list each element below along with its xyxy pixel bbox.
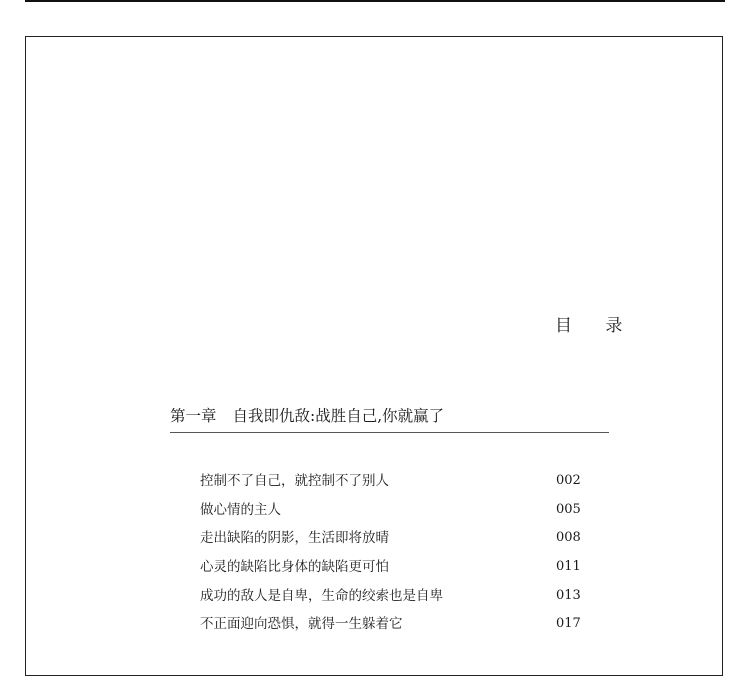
toc-entry[interactable] — [200, 527, 610, 556]
toc-entry[interactable] — [200, 585, 610, 614]
toc-entry[interactable] — [200, 499, 610, 528]
toc-entry-page: 017 — [556, 616, 581, 632]
toc-entry[interactable] — [200, 470, 610, 499]
chapter-heading — [170, 404, 609, 433]
toc-entry[interactable] — [200, 613, 610, 642]
chapter-title: 自我即仇敌:战胜自己,你就赢了 — [232, 407, 445, 425]
toc-entry-title: 控制不了自己，就控制不了别人 — [200, 473, 389, 489]
toc-entry-title: 成功的敌人是自卑，生命的绞索也是自卑 — [200, 587, 443, 604]
toc-entry-page: 002 — [556, 473, 581, 488]
top-rule — [25, 0, 725, 2]
toc-entry-page: 011 — [556, 559, 581, 575]
chapter-number: 第一章 — [170, 407, 217, 425]
toc-entry-title: 做心情的主人 — [200, 501, 281, 518]
toc-entry-page: 005 — [556, 501, 581, 517]
toc-entry-title: 心灵的缺陷比身体的缺陷更可怕 — [200, 559, 389, 576]
toc-entry[interactable] — [200, 556, 610, 585]
toc-heading: 目 录 — [555, 316, 637, 336]
toc-entry-title: 走出缺陷的阴影，生活即将放晴 — [200, 530, 389, 547]
toc-entry-page: 013 — [556, 587, 581, 603]
toc-entries — [200, 470, 610, 642]
toc-entry-page: 008 — [556, 530, 581, 546]
toc-entry-title: 不正面迎向恐惧，就得一生躲着它 — [200, 616, 403, 633]
